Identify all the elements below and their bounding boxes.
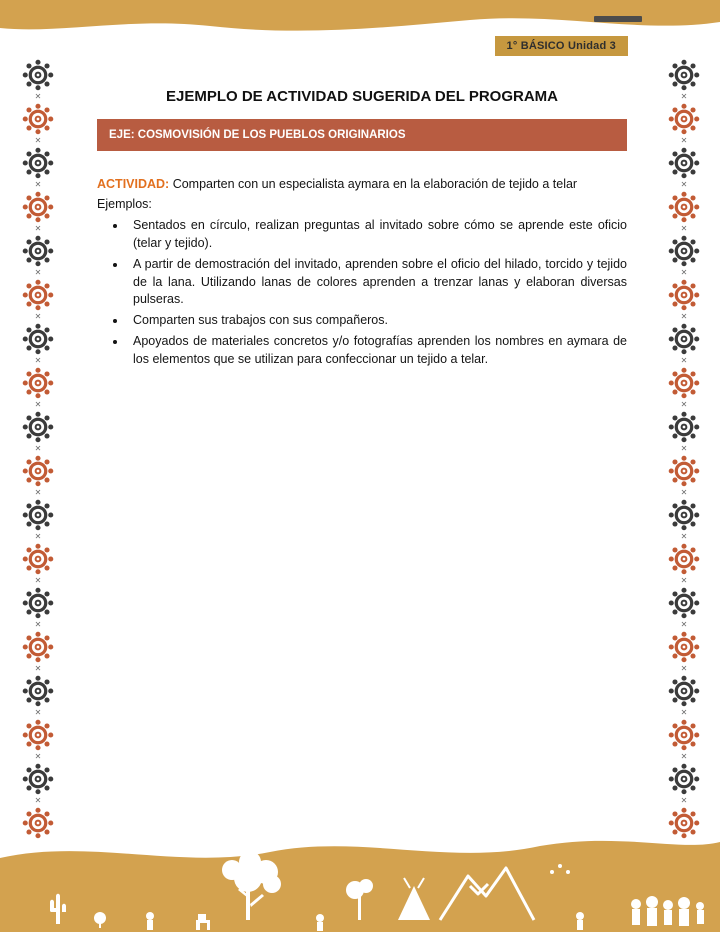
page-title: EJEMPLO DE ACTIVIDAD SUGERIDA DEL PROGRAMA: [166, 88, 558, 105]
ornament-connector-icon: ✕: [680, 136, 688, 145]
andean-medallion-icon: [667, 542, 701, 576]
ornament-connector-icon: ✕: [34, 620, 42, 629]
ornament-connector-icon: ✕: [34, 400, 42, 409]
list-item: • Comparten sus trabajos con sus compañeros.: [127, 312, 627, 330]
ornament-connector-icon: ✕: [34, 796, 42, 805]
andean-medallion-icon: [21, 322, 55, 356]
andean-medallion-icon: [667, 454, 701, 488]
andean-medallion-icon: [21, 454, 55, 488]
ornament-connector-icon: ✕: [680, 444, 688, 453]
list-item: • A partir de demostración del invitado, aprenden sobre el oficio del hilado, torcido y tejido de la lana. Utilizando lanas de colores aprenden a trenzar lanas y elaboran diversas pulseras.: [127, 256, 627, 309]
eje-banner: EJE: COSMOVISIÓN DE LOS PUEBLOS ORIGINARIOS: [97, 119, 627, 151]
andean-medallion-icon: [21, 674, 55, 708]
main-content: [97, 88, 627, 371]
ornament-connector-icon: ✕: [680, 664, 688, 673]
andean-medallion-icon: [21, 58, 55, 92]
andean-medallion-icon: [667, 278, 701, 312]
examples-label: Ejemplos:: [97, 197, 152, 212]
andean-medallion-icon: [667, 762, 701, 796]
andean-medallion-icon: [667, 498, 701, 532]
ornament-connector-icon: ✕: [680, 488, 688, 497]
ornament-connector-icon: ✕: [680, 268, 688, 277]
footer-illustration: [0, 828, 720, 932]
ornament-connector-icon: ✕: [680, 356, 688, 365]
andean-medallion-icon: [667, 146, 701, 180]
ornament-connector-icon: ✕: [34, 180, 42, 189]
andean-medallion-icon: [667, 674, 701, 708]
ornament-connector-icon: ✕: [34, 752, 42, 761]
ornament-connector-icon: ✕: [680, 400, 688, 409]
side-border: [20, 58, 56, 840]
ornament-connector-icon: ✕: [34, 664, 42, 673]
andean-medallion-icon: [667, 322, 701, 356]
activity-label: ACTIVIDAD:: [97, 177, 170, 191]
andean-medallion-icon: [667, 718, 701, 752]
ornament-connector-icon: ✕: [680, 576, 688, 585]
unit-badge: 1° BÁSICO Unidad 3: [495, 36, 628, 56]
andean-medallion-icon: [21, 586, 55, 620]
ornament-connector-icon: ✕: [34, 136, 42, 145]
ornament-connector-icon: ✕: [680, 708, 688, 717]
andean-medallion-icon: [667, 630, 701, 664]
top-accent-line: [594, 16, 642, 22]
ornament-connector-icon: ✕: [34, 224, 42, 233]
andean-medallion-icon: [21, 410, 55, 444]
andean-medallion-icon: [21, 762, 55, 796]
list-item: • Sentados en círculo, realizan preguntas al invitado sobre cómo se aprende este oficio (telar y tejido).: [127, 217, 627, 253]
ornament-connector-icon: ✕: [34, 356, 42, 365]
ornament-connector-icon: ✕: [680, 312, 688, 321]
activity-paragraph: [97, 175, 627, 193]
andean-medallion-icon: [21, 146, 55, 180]
andean-medallion-icon: [667, 366, 701, 400]
ornament-connector-icon: ✕: [680, 796, 688, 805]
andean-medallion-icon: [667, 234, 701, 268]
ornament-connector-icon: ✕: [34, 92, 42, 101]
ornament-connector-icon: ✕: [680, 180, 688, 189]
andean-medallion-icon: [21, 190, 55, 224]
andean-medallion-icon: [667, 190, 701, 224]
ornament-connector-icon: ✕: [680, 92, 688, 101]
andean-medallion-icon: [667, 586, 701, 620]
activity-text: Comparten con un especialista aymara en la elaboración de tejido a telar: [169, 177, 578, 191]
ornament-connector-icon: ✕: [34, 708, 42, 717]
ornament-connector-icon: ✕: [34, 444, 42, 453]
ornament-connector-icon: ✕: [34, 312, 42, 321]
andean-medallion-icon: [21, 630, 55, 664]
ornament-connector-icon: ✕: [34, 268, 42, 277]
ornament-connector-icon: ✕: [680, 532, 688, 541]
ornament-connector-icon: ✕: [34, 576, 42, 585]
andean-medallion-icon: [21, 542, 55, 576]
andean-medallion-icon: [21, 498, 55, 532]
ornament-connector-icon: ✕: [680, 620, 688, 629]
ornament-connector-icon: ✕: [680, 224, 688, 233]
andean-medallion-icon: [21, 278, 55, 312]
andean-medallion-icon: [667, 410, 701, 444]
ornament-connector-icon: ✕: [680, 752, 688, 761]
andean-medallion-icon: [21, 366, 55, 400]
footer-landscape-icon: [0, 828, 720, 932]
ornament-connector-icon: ✕: [34, 488, 42, 497]
andean-medallion-icon: [667, 58, 701, 92]
ornament-connector-icon: ✕: [34, 532, 42, 541]
list-item: • Apoyados de materiales concretos y/o fotografías aprenden los nombres en aymara de los elementos que se utilizan para confeccionar un tejido a telar.: [127, 333, 627, 369]
andean-medallion-icon: [21, 718, 55, 752]
andean-medallion-icon: [21, 102, 55, 136]
andean-medallion-icon: [667, 102, 701, 136]
activity-bullet-list: [127, 217, 627, 368]
andean-medallion-icon: [21, 234, 55, 268]
side-border: [666, 58, 702, 840]
